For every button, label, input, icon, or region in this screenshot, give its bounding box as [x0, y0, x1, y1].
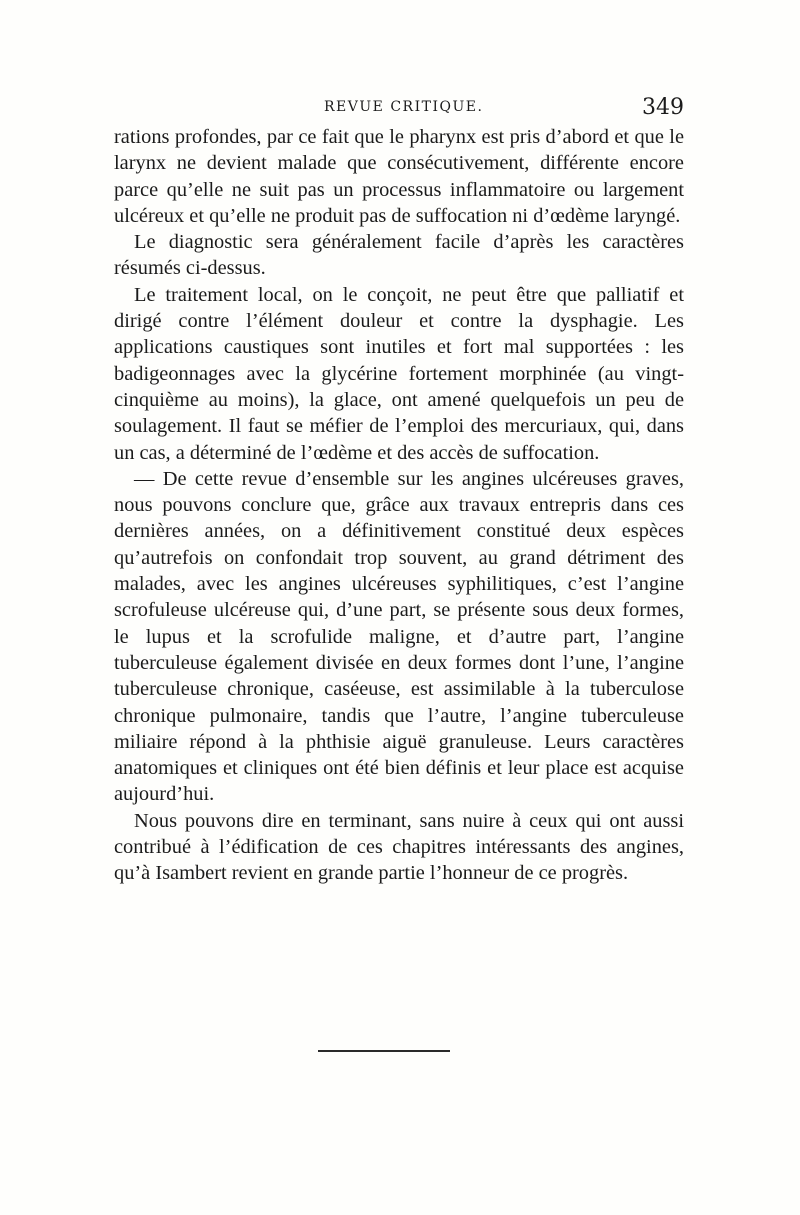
- paragraph-continuation: rations profondes, par ce fait que le pharynx est pris d’abord et que le larynx ne devient malade que consécutivement, différente encore parce qu’elle ne suit pas un processus inflammatoire ou largement ulcéreux et qu’elle ne produit pas de suffocation ni d’œdème laryngé.: [114, 126, 684, 227]
- paragraph-diagnostic: Le diagnostic sera généralement facile d’après les caractères résumés ci-dessus.: [114, 231, 684, 280]
- paragraph-closing: Nous pouvons dire en terminant, sans nuire à ceux qui ont aussi contribué à l’édification de ces chapitres intéressants des angines, qu’à Isambert revient en grande partie l’honneur de ce progrès.: [114, 809, 684, 885]
- paragraph-treatment: Le traitement local, on le conçoit, ne peut être que palliatif et dirigé contre l’élément douleur et contre la dysphagie. Les applications caustiques sont inutiles et fort mal supportées : les badigeonnages avec la glycérine fortement morphinée (au vingt-cinquième au moins), la glace, ont amené quelquefois un peu de soulagement. Il faut se méfier de l’emploi des mercuriaux, qui, dans un cas, a déterminé de l’œdème et des accès de suffocation.: [114, 283, 684, 464]
- running-head: [114, 97, 684, 121]
- page-number: 349: [642, 95, 684, 120]
- end-rule: [318, 1050, 450, 1052]
- paragraph-conclusion: — De cette revue d’ensemble sur les angines ulcéreuses graves, nous pouvons conclure que, grâce aux travaux entrepris dans ces dernières années, on a définitivement constitué deux espèces qu’autrefois on confondait trop souvent, au grand détriment des malades, avec les angines ulcéreuses syphilitiques, c’est l’angine scrofuleuse ulcéreuse qui, d’une part, se présente sous deux formes, le lupus et la scrofulide maligne, et d’autre part, l’angine tuberculeuse également divisée en deux formes dont l’une, l’angine tuberculeuse chronique, caséeuse, est assimilable à la tuberculose chronique pulmonaire, tandis que l’autre, l’angine tuberculeuse miliaire répond à la phthisie aiguë granuleuse. Leurs caractères anatomiques et cliniques ont été bien définis et leur place est acquise aujourd’hui.: [114, 467, 684, 806]
- body-text: [114, 124, 684, 887]
- running-title: REVUE CRITIQUE.: [324, 99, 484, 115]
